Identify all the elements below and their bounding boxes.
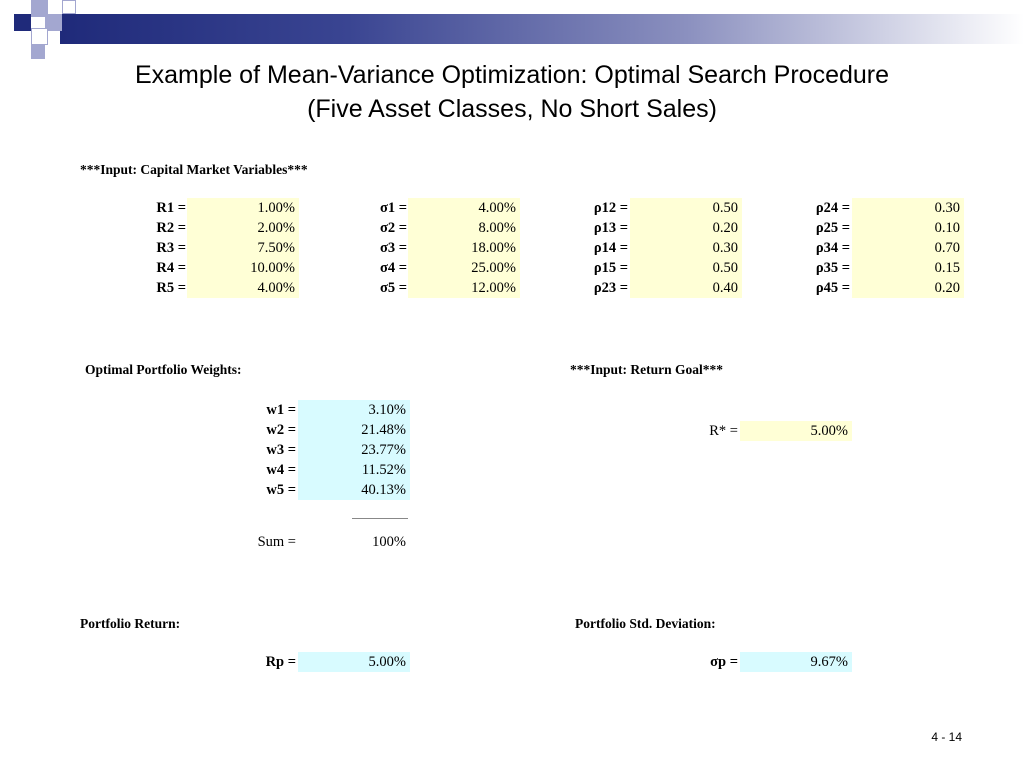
return-row-label: R5 =: [156, 280, 186, 296]
page-number: 4 - 14: [931, 730, 962, 744]
sigma-row-value: 4.00%: [408, 198, 520, 218]
correlation-row-value: 0.50: [630, 198, 742, 218]
weight-row-label: w2 =: [266, 422, 296, 438]
return-row-value: 1.00%: [187, 198, 299, 218]
sigma-row-label: σ3 =: [379, 240, 407, 256]
sigma-row-label: σ5 =: [379, 280, 407, 296]
correlation-row-label: ρ15 =: [593, 260, 628, 276]
correlation-row-value: 0.70: [852, 238, 964, 258]
sigma-row-value: 25.00%: [408, 258, 520, 278]
slide-title: [0, 58, 1024, 126]
correlation-row-label: ρ13 =: [593, 220, 628, 236]
weight-row-value: 40.13%: [298, 480, 410, 500]
correlation-row-value: 0.30: [630, 238, 742, 258]
weight-row-value: 11.52%: [298, 460, 410, 480]
sum-label: Sum =: [257, 534, 296, 550]
return-row-label: R2 =: [156, 220, 186, 236]
correlation-row-value: 0.50: [630, 258, 742, 278]
return-row-value: 10.00%: [187, 258, 299, 278]
weight-row-label: w3 =: [266, 442, 296, 458]
portfolio-return-heading: Portfolio Return:: [80, 616, 181, 631]
sigma-row-value: 12.00%: [408, 278, 520, 298]
weight-row-label: w1 =: [266, 402, 296, 418]
weight-row-label: w4 =: [266, 462, 296, 478]
correlation-row-label: ρ23 =: [593, 280, 628, 296]
weight-row-label: w5 =: [266, 482, 296, 498]
sum-value: 100%: [372, 534, 406, 550]
correlation-row-label: ρ35 =: [815, 260, 850, 276]
weight-row-value: 3.10%: [298, 400, 410, 420]
header-square-4: [31, 28, 48, 45]
return-row-label: R3 =: [156, 240, 186, 256]
correlation-row-value: 0.30: [852, 198, 964, 218]
portfolio-return-value: 5.00%: [298, 652, 410, 672]
header-square-1: [14, 14, 31, 31]
header-square-5: [31, 45, 45, 59]
weights-heading: Optimal Portfolio Weights:: [85, 362, 242, 377]
weight-row-value: 23.77%: [298, 440, 410, 460]
return-row-label: R1 =: [156, 200, 186, 216]
correlation-row-label: ρ12 =: [593, 200, 628, 216]
correlation-row-label: ρ14 =: [593, 240, 628, 256]
correlation-row-label: ρ25 =: [815, 220, 850, 236]
portfolio-return-label: Rp =: [265, 654, 296, 670]
goal-value: 5.00%: [740, 421, 852, 441]
correlation-row-value: 0.20: [630, 218, 742, 238]
sigma-row-label: σ4 =: [379, 260, 407, 276]
sigma-row-label: σ2 =: [379, 220, 407, 236]
sigma-row-label: σ1 =: [379, 200, 407, 216]
portfolio-std-label: σp =: [710, 654, 738, 670]
correlation-row-value: 0.20: [852, 278, 964, 298]
goal-label: R* =: [709, 423, 738, 439]
return-row-value: 7.50%: [187, 238, 299, 258]
title-line-2: (Five Asset Classes, No Short Sales): [307, 95, 717, 123]
return-row-value: 4.00%: [187, 278, 299, 298]
portfolio-std-heading: Portfolio Std. Deviation:: [575, 616, 716, 631]
header-gradient-bar: [60, 14, 1024, 44]
return-row-label: R4 =: [156, 260, 186, 276]
portfolio-std-value: 9.67%: [740, 652, 852, 672]
sigma-row-value: 18.00%: [408, 238, 520, 258]
sigma-row-value: 8.00%: [408, 218, 520, 238]
title-line-1: Example of Mean-Variance Optimization: Optimal Search Procedure: [134, 61, 890, 89]
return-row-value: 2.00%: [187, 218, 299, 238]
correlation-row-label: ρ34 =: [815, 240, 850, 256]
goal-heading: ***Input: Return Goal***: [570, 362, 724, 377]
correlation-row-value: 0.40: [630, 278, 742, 298]
correlation-row-value: 0.15: [852, 258, 964, 278]
weight-row-value: 21.48%: [298, 420, 410, 440]
correlation-row-label: ρ45 =: [815, 280, 850, 296]
sum-divider: [352, 518, 408, 519]
correlation-row-value: 0.10: [852, 218, 964, 238]
header-square-6: [62, 0, 76, 14]
inputs-heading: ***Input: Capital Market Variables***: [80, 162, 308, 177]
correlation-row-label: ρ24 =: [815, 200, 850, 216]
